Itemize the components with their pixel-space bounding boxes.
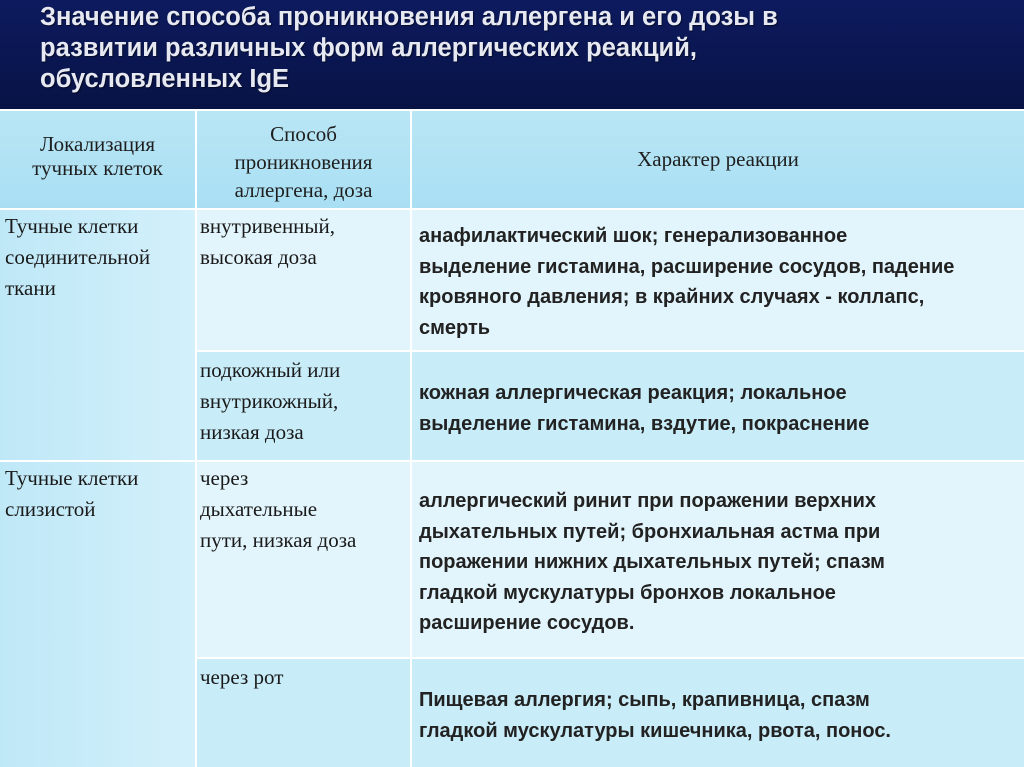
localization-cell-connective bbox=[0, 210, 195, 460]
reaction-cell bbox=[412, 462, 1024, 657]
header-route-cell bbox=[197, 111, 410, 208]
route-line: внутривенный, bbox=[200, 214, 336, 238]
title-line: развитии различных форм аллергических реакций, bbox=[40, 34, 697, 62]
localization-line: слизистой bbox=[5, 497, 96, 521]
header-route-line: аллергена, доза bbox=[234, 178, 373, 202]
route-line: через рот bbox=[200, 665, 284, 689]
header-localization-cell bbox=[0, 111, 195, 208]
reaction-cell bbox=[412, 352, 1024, 460]
reaction-line: смерть bbox=[419, 316, 491, 339]
reaction-line: выделение гистамина, вздутие, покраснение bbox=[419, 412, 870, 435]
route-line: низкая доза bbox=[200, 420, 304, 444]
reaction-line: кровяного давления; в крайних случаях - коллапс, bbox=[419, 286, 925, 308]
header-route-line: Способ bbox=[270, 122, 337, 146]
title-line: обусловленных IgE bbox=[40, 65, 290, 93]
route-cell bbox=[197, 352, 410, 460]
header-reaction-cell bbox=[412, 111, 1024, 208]
route-line: внутрикожный, bbox=[200, 389, 339, 413]
reaction-line: кожная аллергическая реакция; локальное bbox=[419, 382, 847, 404]
reaction-line: анафилактический шок; генерализованное bbox=[419, 225, 848, 247]
header-route-line: проникновения bbox=[234, 150, 373, 174]
reaction-line: гладкой мускулатуры кишечника, рвота, понос. bbox=[419, 719, 891, 742]
reaction-cell bbox=[412, 210, 1024, 350]
reaction-line: дыхательных путей; бронхиальная астма при bbox=[419, 520, 881, 543]
route-cell bbox=[197, 210, 410, 350]
localization-line: Тучные клетки bbox=[5, 466, 139, 490]
localization-cell-mucosa bbox=[0, 462, 195, 767]
reaction-cell bbox=[412, 659, 1024, 767]
reaction-line: гладкой мускулатуры бронхов локальное bbox=[419, 581, 836, 604]
slide-title bbox=[40, 2, 1000, 95]
reaction-line: выделение гистамина, расширение сосудов, падение bbox=[419, 255, 955, 278]
localization-line: соединительной bbox=[5, 245, 151, 269]
route-line: дыхательные bbox=[200, 497, 318, 521]
route-line: высокая доза bbox=[200, 245, 317, 269]
reaction-line: аллергический ринит при поражении верхних bbox=[419, 490, 877, 512]
route-cell bbox=[197, 659, 410, 767]
route-cell bbox=[197, 462, 410, 657]
reaction-line: поражении нижних дыхательных путей; спазм bbox=[419, 551, 885, 573]
route-line: пути, низкая доза bbox=[200, 528, 357, 552]
header-reaction: Характер реакции bbox=[637, 147, 799, 171]
reaction-line: расширение сосудов. bbox=[419, 612, 635, 634]
localization-line: ткани bbox=[5, 276, 56, 300]
header-localization-line: тучных клеток bbox=[32, 156, 163, 180]
title-line: Значение способа проникновения аллергена и его дозы в bbox=[40, 3, 778, 31]
reaction-line: Пищевая аллергия; сыпь, крапивница, спазм bbox=[419, 689, 870, 711]
header-localization-line: Локализация bbox=[39, 132, 156, 156]
localization-line: Тучные клетки bbox=[5, 214, 139, 238]
title-band bbox=[0, 0, 1024, 109]
route-line: подкожный или bbox=[200, 358, 341, 382]
route-line: через bbox=[200, 466, 249, 490]
